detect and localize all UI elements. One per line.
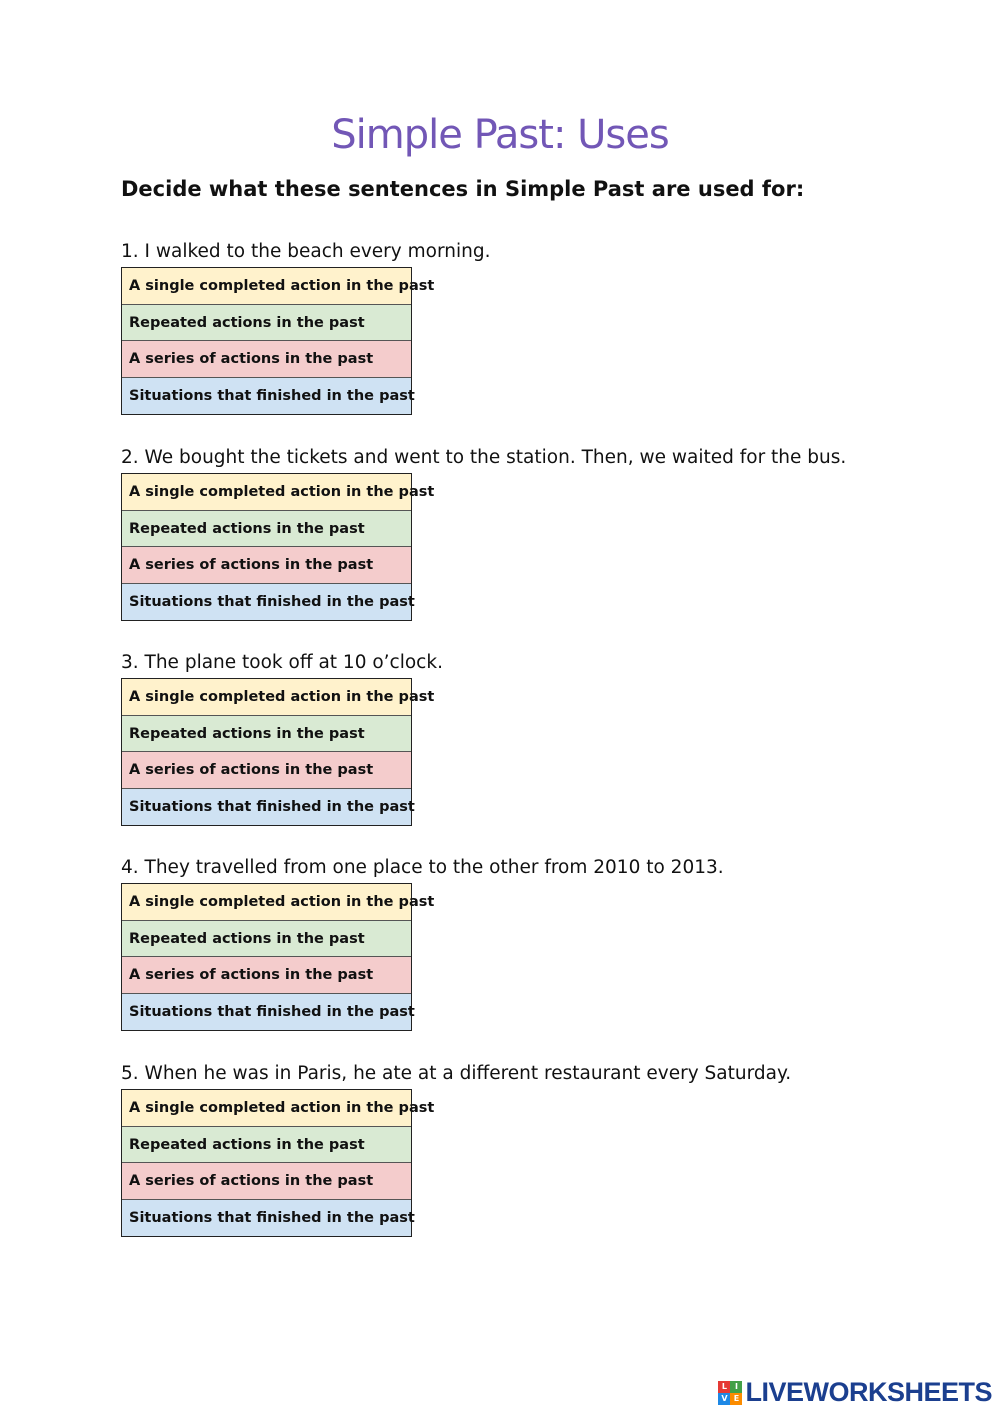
liveworksheets-logo-icon: L I V E: [718, 1381, 742, 1405]
option-series-of-actions[interactable]: A series of actions in the past: [122, 1163, 411, 1200]
option-single-completed-action[interactable]: A single completed action in the past: [122, 679, 411, 716]
option-single-completed-action[interactable]: A single completed action in the past: [122, 1090, 411, 1127]
question-text: 1. I walked to the beach every morning.: [121, 241, 491, 262]
liveworksheets-logo: [718, 1377, 992, 1408]
answer-options: [121, 473, 435, 621]
question-block-1: [121, 239, 490, 415]
option-series-of-actions[interactable]: A series of actions in the past: [122, 547, 411, 584]
question-block-2: [121, 445, 846, 621]
logo-text: LIVEWORKSHEETS: [745, 1377, 992, 1407]
worksheet-title: Simple Past: Uses: [331, 112, 669, 158]
option-series-of-actions[interactable]: A series of actions in the past: [122, 752, 411, 789]
option-finished-situations[interactable]: Situations that finished in the past: [122, 584, 411, 621]
option-finished-situations[interactable]: Situations that finished in the past: [122, 1200, 411, 1237]
answer-options: [121, 267, 435, 415]
question-text: 3. The plane took off at 10 o’clock.: [121, 652, 443, 673]
option-repeated-actions[interactable]: Repeated actions in the past: [122, 716, 411, 753]
question-block-4: [121, 855, 724, 1031]
option-repeated-actions[interactable]: Repeated actions in the past: [122, 1127, 411, 1164]
option-repeated-actions[interactable]: Repeated actions in the past: [122, 511, 411, 548]
question-text: 2. We bought the tickets and went to the station. Then, we waited for the bus.: [121, 447, 847, 468]
option-single-completed-action[interactable]: A single completed action in the past: [122, 268, 411, 305]
option-single-completed-action[interactable]: A single completed action in the past: [122, 884, 411, 921]
question-text: 4. They travelled from one place to the other from 2010 to 2013.: [121, 857, 724, 878]
question-text: 5. When he was in Paris, he ate at a different restaurant every Saturday.: [121, 1063, 792, 1084]
answer-options: [121, 1089, 435, 1237]
option-single-completed-action[interactable]: A single completed action in the past: [122, 474, 411, 511]
option-finished-situations[interactable]: Situations that finished in the past: [122, 789, 411, 826]
question-block-5: [121, 1061, 791, 1237]
instruction-text: Decide what these sentences in Simple Past are used for:: [121, 177, 805, 201]
option-series-of-actions[interactable]: A series of actions in the past: [122, 341, 411, 378]
answer-options: [121, 678, 435, 826]
option-finished-situations[interactable]: Situations that finished in the past: [122, 378, 411, 415]
option-series-of-actions[interactable]: A series of actions in the past: [122, 957, 411, 994]
question-block-3: [121, 650, 443, 826]
option-repeated-actions[interactable]: Repeated actions in the past: [122, 305, 411, 342]
option-finished-situations[interactable]: Situations that finished in the past: [122, 994, 411, 1031]
option-repeated-actions[interactable]: Repeated actions in the past: [122, 921, 411, 958]
answer-options: [121, 883, 435, 1031]
